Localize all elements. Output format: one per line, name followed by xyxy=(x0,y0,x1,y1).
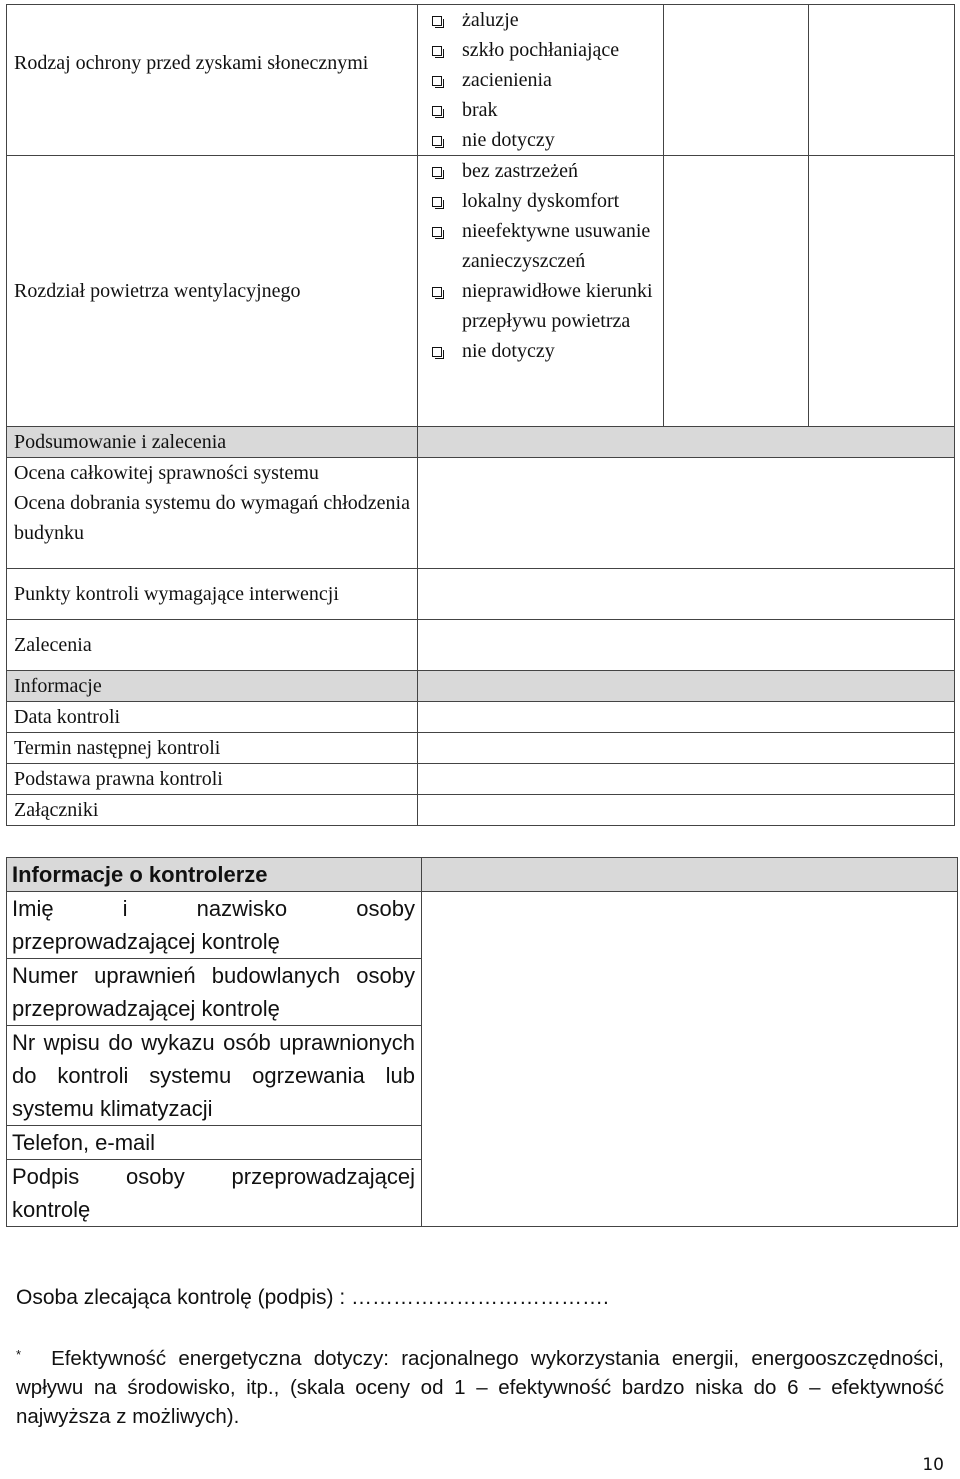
inspector-values-cell[interactable] xyxy=(422,892,958,1227)
info-header-row xyxy=(7,671,955,702)
sun-protection-option[interactable] xyxy=(428,125,657,155)
info-label-legal-basis: Podstawa prawna kontroli xyxy=(14,768,223,790)
ventilation-options xyxy=(418,156,663,366)
summary-header-fill xyxy=(418,427,955,458)
inspector-name-label: Imię i nazwisko osoby przeprowadzającej kontrolę xyxy=(7,892,422,959)
ventilation-option[interactable] xyxy=(428,186,657,216)
info-label-cell xyxy=(7,795,418,826)
page-number: 10 xyxy=(922,1455,944,1475)
ordering-person-signature-line: Osoba zlecająca kontrolę (podpis) : ………………………………. xyxy=(16,1286,609,1309)
info-value-cell[interactable] xyxy=(418,702,955,733)
inspection-table-part1 xyxy=(6,4,955,826)
footnote xyxy=(16,1344,944,1431)
assessment-label-cell xyxy=(7,458,418,569)
ventilation-value-cell-2[interactable] xyxy=(809,156,955,427)
info-header: Informacje xyxy=(7,671,418,702)
inspector-header: Informacje o kontrolerze xyxy=(7,858,422,892)
ventilation-options-cell xyxy=(418,156,664,427)
assessment-row xyxy=(7,458,955,569)
sun-protection-option[interactable] xyxy=(428,65,657,95)
sun-protection-options xyxy=(418,5,663,155)
sun-protection-options-cell xyxy=(418,5,664,156)
inspector-header-fill xyxy=(422,858,958,892)
intervention-value-cell[interactable] xyxy=(418,569,955,620)
info-value-cell[interactable] xyxy=(418,795,955,826)
sun-protection-row xyxy=(7,5,955,156)
recommendations-value-cell[interactable] xyxy=(418,620,955,671)
sun-protection-label: Rodzaj ochrony przed zyskami słonecznymi xyxy=(14,52,369,74)
ventilation-label: Rozdział powietrza wentylacyjnego xyxy=(14,280,301,302)
summary-header: Podsumowanie i zalecenia xyxy=(7,427,418,458)
sun-protection-label-cell xyxy=(7,5,418,156)
sun-protection-option-label: zacienienia xyxy=(462,69,552,91)
checkbox-icon[interactable] xyxy=(432,197,442,207)
inspector-row xyxy=(7,892,958,959)
checkbox-icon[interactable] xyxy=(432,347,442,357)
ventilation-option-label: nieefektywne usuwanie zanieczyszczeń xyxy=(462,220,651,272)
inspector-contact-label: Telefon, e-mail xyxy=(7,1126,422,1160)
info-label-inspection-date: Data kontroli xyxy=(14,706,121,728)
info-label-cell xyxy=(7,764,418,795)
sun-protection-option[interactable] xyxy=(428,5,657,35)
inspector-info-table xyxy=(6,857,958,1227)
inspector-registry-label: Nr wpisu do wykazu osób uprawnionych do kontroli systemu ogrzewania lub systemu klimatyzacji xyxy=(7,1026,422,1126)
ventilation-option[interactable] xyxy=(428,276,657,336)
info-value-cell[interactable] xyxy=(418,764,955,795)
ventilation-option[interactable] xyxy=(428,336,657,366)
footnote-marker: * xyxy=(16,1347,22,1362)
recommendations-row xyxy=(7,620,955,671)
footnote-text: Efektywność energetyczna dotyczy: racjonalnego wykorzystania energii, energooszczędności, wpływu na środowisko, itp., (skala oceny od 1 – efektywność bardzo niska do 6 – efektywność najwyższa z możliwych). xyxy=(16,1347,944,1428)
info-label-attachments: Załączniki xyxy=(14,799,99,821)
sun-protection-option[interactable] xyxy=(428,95,657,125)
sun-protection-option[interactable] xyxy=(428,35,657,65)
sun-protection-option-label: żaluzje xyxy=(462,9,519,31)
checkbox-icon[interactable] xyxy=(432,76,442,86)
system-fit-label: Ocena dobrania systemu do wymagań chłodzenia budynku xyxy=(14,492,410,544)
ventilation-option-label: nie dotyczy xyxy=(462,340,555,362)
checkbox-icon[interactable] xyxy=(432,227,442,237)
summary-header-row xyxy=(7,427,955,458)
sun-protection-option-label: brak xyxy=(462,99,498,121)
ventilation-row xyxy=(7,156,955,427)
info-label-cell xyxy=(7,733,418,764)
total-efficiency-label: Ocena całkowitej sprawności systemu xyxy=(14,462,319,484)
ventilation-label-cell xyxy=(7,156,418,427)
recommendations-label: Zalecenia xyxy=(7,620,418,671)
ventilation-option-label: bez zastrzeżeń xyxy=(462,160,579,182)
checkbox-icon[interactable] xyxy=(432,16,442,26)
ventilation-option[interactable] xyxy=(428,156,657,186)
info-header-fill xyxy=(418,671,955,702)
checkbox-icon[interactable] xyxy=(432,106,442,116)
checkbox-icon[interactable] xyxy=(432,287,442,297)
sun-protection-value-cell-1[interactable] xyxy=(664,5,809,156)
checkbox-icon[interactable] xyxy=(432,136,442,146)
sun-protection-option-label: szkło pochłaniające xyxy=(462,39,620,61)
intervention-label: Punkty kontroli wymagające interwencji xyxy=(7,569,418,620)
intervention-row xyxy=(7,569,955,620)
checkbox-icon[interactable] xyxy=(432,167,442,177)
inspector-license-label: Numer uprawnień budowlanych osoby przeprowadzającej kontrolę xyxy=(7,959,422,1026)
info-row xyxy=(7,795,955,826)
sun-protection-option-label: nie dotyczy xyxy=(462,129,555,151)
info-label-cell xyxy=(7,702,418,733)
checkbox-icon[interactable] xyxy=(432,46,442,56)
assessment-value-cell[interactable] xyxy=(418,458,955,569)
ventilation-option-label: lokalny dyskomfort xyxy=(462,190,620,212)
ventilation-value-cell-1[interactable] xyxy=(664,156,809,427)
ventilation-option[interactable] xyxy=(428,216,657,276)
info-label-next-inspection: Termin następnej kontroli xyxy=(14,737,221,759)
inspector-header-row xyxy=(7,858,958,892)
inspector-signature-label: Podpis osoby przeprowadzającej kontrolę xyxy=(7,1160,422,1227)
ventilation-option-label: nieprawidłowe kierunki przepływu powietrza xyxy=(462,280,653,332)
sun-protection-value-cell-2[interactable] xyxy=(809,5,955,156)
info-row xyxy=(7,764,955,795)
info-row xyxy=(7,733,955,764)
info-value-cell[interactable] xyxy=(418,733,955,764)
info-row xyxy=(7,702,955,733)
